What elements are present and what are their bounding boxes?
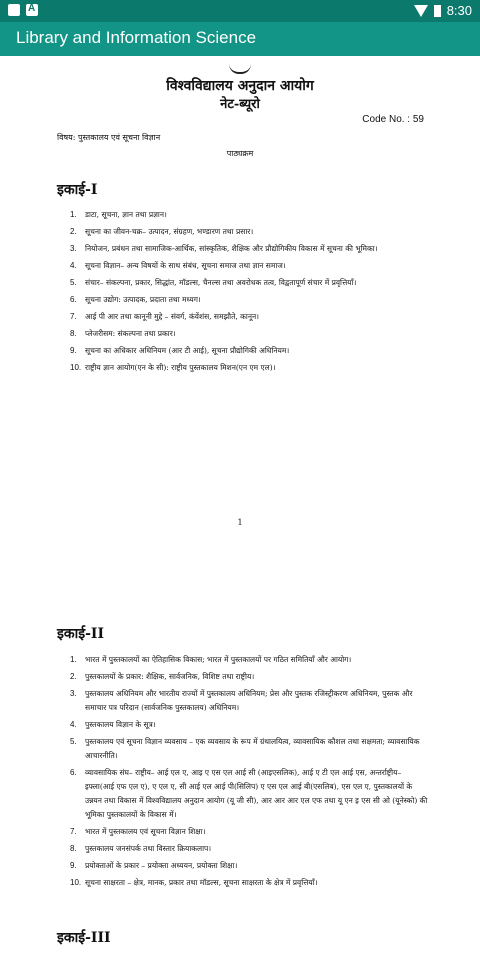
unit-1-title: इकाई-I [57, 182, 98, 198]
list-item: 3. नियोजन, प्रबंधन तथा सामाजिक-आर्थिक, सांस्कृतिक, शैक्षिक और प्रौद्योगिकीय विकास में सूचना की भूमिका। [70, 244, 378, 253]
list-item: 4. सूचना विज्ञान– अन्य विषयों के साथ संबंध, सूचना समाज तथा ज्ञान समाज। [70, 261, 286, 270]
list-item: 1. डाटा, सूचना, ज्ञान तथा प्रज्ञान। [70, 210, 167, 219]
image-notification-icon [8, 4, 20, 16]
list-item: 7. आई पी आर तथा कानूनी मुद्दे – संवर्ग, कंवेंशंस, समझौते, कानून। [70, 312, 259, 321]
list-item: 4. पुस्तकालय विज्ञान के सूत्र। [70, 720, 156, 729]
status-bar [0, 0, 480, 22]
battery-icon [434, 5, 441, 17]
list-item: 5. संचार– संकल्पना, प्रकार, सिद्धांत, मॉडल्स, चैनल्स तथा अवरोधक तत्व, विद्वतापूर्ण संचार में प्रवृत्तियाँ। [70, 278, 357, 287]
list-item: 10. सूचना साक्षरता – क्षेत्र, मानक, प्रकार तथा मॉडल्स, सूचना साक्षरता के क्षेत्र में प्रवृत्तियाँ। [70, 878, 318, 887]
list-item: 6. सूचना उद्योग: उत्पादक, प्रदाता तथा मध्यग। [70, 295, 201, 304]
wifi-icon [414, 5, 428, 17]
list-item: 8. प्लेजरीसम: संकल्पना तथा प्रकार। [70, 329, 176, 338]
list-item: 2. पुस्तकालयों के प्रकार: शैक्षिक, सार्वजनिक, विशिष्ट तथा राष्ट्रीय। [70, 672, 255, 681]
document-subheading: नेट-ब्यूरो [220, 97, 260, 112]
list-item: 3. पुस्तकालय अधिनियम और भारतीय राज्यों में पुस्तकालय अधिनियम; प्रेस और पुस्तक रजिस्ट्रीकरण अधिनियम, पुस्तक और समाचार पत्र परिदान (सार्वजनिक पुस्तकालय) अधिनियम। [70, 689, 413, 712]
list-item: 2. सूचना का जीवन-चक्र– उत्पादन, संग्रहण, भण्डारण तथा प्रसार। [70, 227, 254, 236]
unit-1-list [70, 208, 430, 378]
pdf-page[interactable] [0, 56, 480, 960]
document-heading: विश्वविद्यालय अनुदान आयोग [166, 78, 314, 94]
status-time: 8:30 [446, 3, 472, 18]
list-item: 9. प्रयोक्ताओं के प्रकार – प्रयोक्ता अध्ययन, प्रयोक्ता शिक्षा। [70, 861, 238, 870]
list-item: 8. पुस्तकालय जनसंपर्क तथा विस्तार क्रियाकलाप। [70, 844, 212, 853]
list-item: 9. सूचना का अधिकार अधिनियम (आर टी आई), सूचना प्रौद्योगिकी अधिनियम। [70, 346, 290, 355]
list-item: 5. पुस्तकालय एवं सूचना विज्ञान व्यवसाय – एक व्यवसाय के रूप में ग्रंथालयित्व, व्यावसायिक कौशल तथा सक्षमता; व्यावसायिक आचारनीति। [70, 737, 420, 760]
unit-3-title: इकाई-III [57, 930, 111, 946]
code-number: Code No. : 59 [362, 114, 424, 125]
font-notification-icon [26, 4, 38, 16]
list-item: 10. राष्ट्रीय ज्ञान आयोग(एन के सी): राष्ट्रीय पुस्तकालय मिशन(एन एम एल)। [70, 363, 276, 372]
syllabus-label: पाठ्यक्रम [226, 149, 254, 158]
emblem-logo [229, 62, 251, 74]
unit-2-list [70, 653, 430, 893]
app-title: Library and Information Science [16, 28, 257, 47]
list-item: 7. भारत में पुस्तकालय एवं सूचना विज्ञान शिक्षा। [70, 827, 206, 836]
list-item: 1. भारत में पुस्तकालयों का ऐतिहासिक विकास; भारत में पुस्तकालयों पर गठित समितियाँ और आयोग। [70, 655, 352, 664]
list-item: 6. व्यावसायिक संघ– राष्ट्रीय– आई एल ए, आइ ए एस एल आई सी (आइएसलिक), आई ए टी एल आई एस, अन्तर्राष्ट्रीय– इफ्ला(आई एफ एल ए), ए एल ए, सी आई एल आई पी(सिलिप) ए एस एल आई बी(एसलिब), एस एल ए, पुस्तकालयों के उन्नयन तथा विकास में विश्वविद्यालय अनुदान आयोग (यू जी सी), आर आर आर एल एफ तथा यू एन इ एस सी ओ (यूनेस्को) की भूमिका पुस्तकालयों के विकास में। [70, 768, 428, 819]
unit-2-title: इकाई-II [57, 626, 105, 642]
page-number: 1 [237, 518, 243, 527]
app-bar [0, 22, 480, 56]
subject-line: विषय: पुस्तकालय एवं सूचना विज्ञान [57, 133, 161, 142]
